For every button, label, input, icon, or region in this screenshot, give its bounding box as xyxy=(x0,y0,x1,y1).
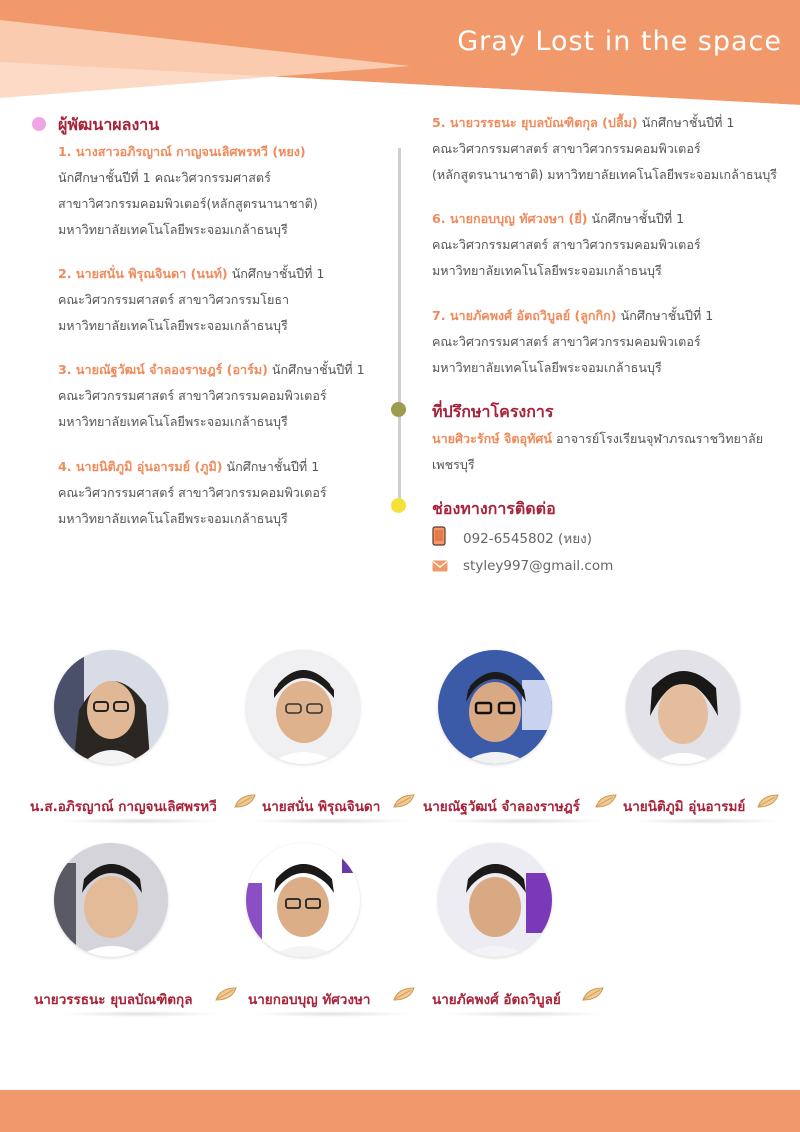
contact-email[interactable]: styley997@gmail.com xyxy=(463,558,614,574)
developer-item-5: 5. นายวรรธนะ ยุบลบัณฑิตกุล (ปลื้ม) นักศึกษาชั้นปีที่ 1 คณะวิศวกรรมศาสตร์ สาขาวิศวกรรมคอมพิวเตอร์ (หลักสูตรนานาชาติ) มหาวิทยาลัยเทคโนโลยีพระจอมเกล้าธนบุรี xyxy=(432,115,777,182)
footer-band xyxy=(0,1090,800,1132)
member-caption-6: นายกอบบุญ ทัศวงษา xyxy=(248,992,371,1008)
developer-item-2: 2. นายสนั่น พิรุณจินดา (นนท์) นักศึกษาชั้นปีที่ 1 คณะวิศวกรรมศาสตร์ สาขาวิศวกรรมโยธา มหาวิทยาลัยเทคโนโลยีพระจอมเกล้าธนบุรี xyxy=(58,266,325,333)
leaf-icon xyxy=(392,793,416,809)
member-photo-5 xyxy=(54,843,168,957)
caption-shadow xyxy=(252,1011,412,1017)
developers-heading: ผู้พัฒนาผลงาน xyxy=(58,115,160,134)
advisor-info: นายศิวะรักษ์ จิตอุทัศน์ อาจารย์โรงเรียนจุฬาภรณราชวิทยาลัย เพชรบุรี xyxy=(432,431,764,472)
caption-shadow xyxy=(632,818,782,824)
section-dot-olive xyxy=(391,402,406,417)
developer-item-7: 7. นายภัคพงศ์ อัตถวิบูลย์ (ลูกกิก) นักศึกษาชั้นปีที่ 1 คณะวิศวกรรมศาสตร์ สาขาวิศวกรรมคอมพิวเตอร์ มหาวิทยาลัยเทคโนโลยีพระจอมเกล้าธนบุรี xyxy=(432,308,714,375)
member-photo-3 xyxy=(438,650,552,764)
developer-item-3: 3. นายณัฐวัฒน์ จำลองราษฎร์ (อาร์ม) นักศึกษาชั้นปีที่ 1 คณะวิศวกรรมศาสตร์ สาขาวิศวกรรมคอมพิวเตอร์ มหาวิทยาลัยเทคโนโลยีพระจอมเกล้าธนบุรี xyxy=(58,362,365,429)
developer-name: 2. นายสนั่น พิรุณจินดา (นนท์) xyxy=(58,266,228,281)
contact-heading: ช่องทางการติดต่อ xyxy=(432,499,556,518)
caption-shadow xyxy=(444,1011,604,1017)
envelope-icon xyxy=(432,560,448,576)
advisor-name: นายศิวะรักษ์ จิตอุทัศน์ xyxy=(432,431,552,446)
caption-shadow xyxy=(60,1011,220,1017)
developer-name: 4. นายนิติภูมิ อุ่นอารมย์ (ภูมิ) xyxy=(58,459,223,474)
member-photo-2 xyxy=(246,650,360,764)
developer-name: 3. นายณัฐวัฒน์ จำลองราษฎร์ (อาร์ม) xyxy=(58,362,268,377)
contact-email-row xyxy=(432,556,732,578)
phone-icon xyxy=(432,526,446,550)
section-dot-yellow xyxy=(391,498,406,513)
contact-phone[interactable]: 092-6545802 (หยง) xyxy=(463,531,592,547)
member-caption-5: นายวรรธนะ ยุบลบัณฑิตกุล xyxy=(34,992,193,1008)
member-caption-1: น.ส.อภิรญาณ์ กาญจนเลิศพรหวี xyxy=(30,799,217,815)
developer-name: 5. นายวรรธนะ ยุบลบัณฑิตกุล (ปลื้ม) xyxy=(432,115,638,130)
leaf-icon xyxy=(594,793,618,809)
developer-name: 7. นายภัคพงศ์ อัตถวิบูลย์ (ลูกกิก) xyxy=(432,308,617,323)
developer-item-6: 6. นายกอบบุญ ทัศวงษา (ยี่) นักศึกษาชั้นปีที่ 1 คณะวิศวกรรมศาสตร์ สาขาวิศวกรรมคอมพิวเตอร์ มหาวิทยาลัยเทคโนโลยีพระจอมเกล้าธนบุรี xyxy=(432,211,701,278)
developer-item-4: 4. นายนิติภูมิ อุ่นอารมย์ (ภูมิ) นักศึกษาชั้นปีที่ 1 คณะวิศวกรรมศาสตร์ สาขาวิศวกรรมคอมพิวเตอร์ มหาวิทยาลัยเทคโนโลยีพระจอมเกล้าธนบุรี xyxy=(58,459,327,526)
section-dot-pink xyxy=(32,117,46,131)
member-photo-6 xyxy=(246,843,360,957)
developer-name: 6. นายกอบบุญ ทัศวงษา (ยี่) xyxy=(432,211,588,226)
caption-shadow xyxy=(60,818,220,824)
member-photo-7 xyxy=(438,843,552,957)
header-title: Gray Lost in the space xyxy=(457,26,782,57)
advisor-heading: ที่ปรึกษาโครงการ xyxy=(432,402,554,421)
developer-name: 1. นางสาวอภิรญาณ์ กาญจนเลิศพรหวี (หยง) xyxy=(58,144,306,159)
caption-shadow xyxy=(444,818,604,824)
member-caption-7: นายภัคพงศ์ อัตถวิบูลย์ xyxy=(432,992,561,1008)
leaf-icon xyxy=(233,793,257,809)
member-caption-2: นายสนั่น พิรุณจินดา xyxy=(262,799,381,815)
timeline-line xyxy=(398,148,401,510)
member-caption-4: นายนิติภูมิ อุ่นอารมย์ xyxy=(623,799,746,815)
leaf-icon xyxy=(581,986,605,1002)
contact-phone-row xyxy=(432,525,732,547)
member-caption-3: นายณัฐวัฒน์ จำลองราษฎร์ xyxy=(423,799,580,815)
member-photo-1 xyxy=(54,650,168,764)
caption-shadow xyxy=(252,818,412,824)
leaf-icon xyxy=(392,986,416,1002)
leaf-icon xyxy=(756,793,780,809)
developer-item-1: 1. นางสาวอภิรญาณ์ กาญจนเลิศพรหวี (หยง) นักศึกษาชั้นปีที่ 1 คณะวิศวกรรมศาสตร์ สาขาวิศวกรรมคอมพิวเตอร์(หลักสูตรนานาชาติ) มหาวิทยาลัยเทคโนโลยีพระจอมเกล้าธนบุรี xyxy=(58,144,318,237)
leaf-icon xyxy=(214,986,238,1002)
member-photo-4 xyxy=(626,650,740,764)
